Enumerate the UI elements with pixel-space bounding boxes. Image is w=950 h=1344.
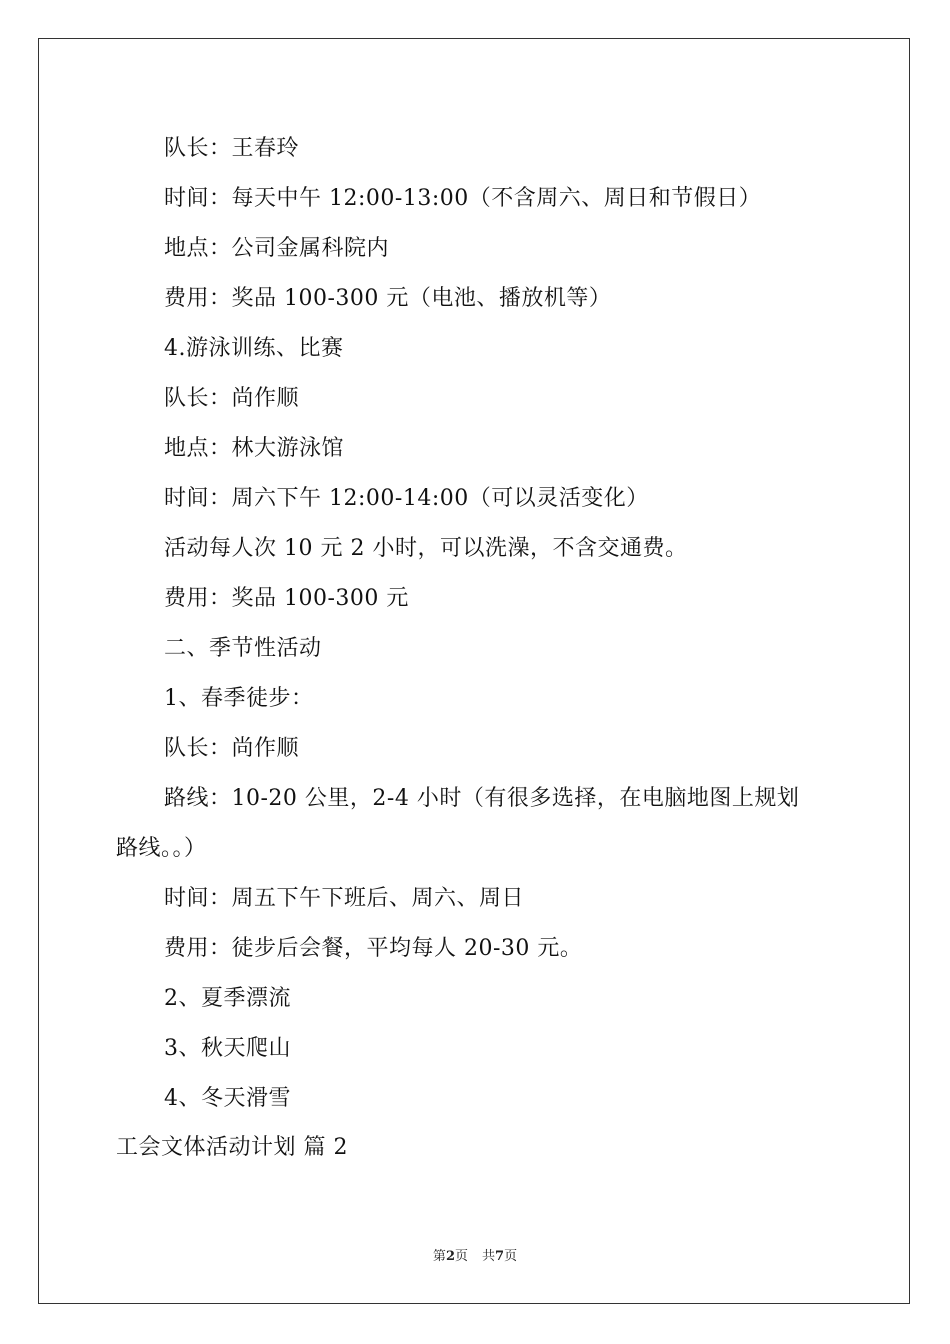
text-line: 地点：林大游泳馆 [164,436,345,461]
total-suffix: 页 [504,1249,518,1264]
text-line: 费用：奖品 100-300 元 [164,586,409,611]
text-line: 队长：尚作顺 [164,736,300,761]
section-heading: 2、夏季漂流 [164,986,291,1011]
page-suffix: 页 [454,1249,468,1264]
text-line: 队长：尚作顺 [164,386,300,411]
section-heading: 二、季节性活动 [164,636,322,661]
text-line: 活动每人次 10 元 2 小时，可以洗澡，不含交通费。 [164,536,688,561]
total-prefix: 共 [482,1249,496,1264]
text-line: 队长：王春玲 [164,136,300,161]
text-line: 地点：公司金属科院内 [164,236,390,261]
document-title: 工会文体活动计划 篇 2 [116,1135,348,1160]
text-line: 时间：周五下午下班后、周六、周日 [164,886,525,911]
text-line: 费用：徒步后会餐，平均每人 20-30 元。 [164,936,583,961]
text-line: 路线。。） [116,836,207,861]
section-heading: 4、冬天滑雪 [164,1086,291,1111]
total-pages: 7 [495,1249,505,1264]
page-number: 2 [445,1249,455,1264]
section-heading: 1、春季徒步： [164,686,314,711]
section-heading: 3、秋天爬山 [164,1036,291,1061]
section-heading: 4.游泳训练、比赛 [164,336,344,361]
page-footer [0,1248,950,1266]
text-line: 时间：周六下午 12:00-14:00（可以灵活变化） [164,486,649,511]
page-border [38,38,910,1304]
text-line: 时间：每天中午 12:00-13:00（不含周六、周日和节假日） [164,186,762,211]
page-prefix: 第 [432,1249,446,1264]
text-line: 路线：10-20 公里，2-4 小时（有很多选择，在电脑地图上规划 [164,786,800,811]
text-line: 费用：奖品 100-300 元（电池、播放机等） [164,286,612,311]
